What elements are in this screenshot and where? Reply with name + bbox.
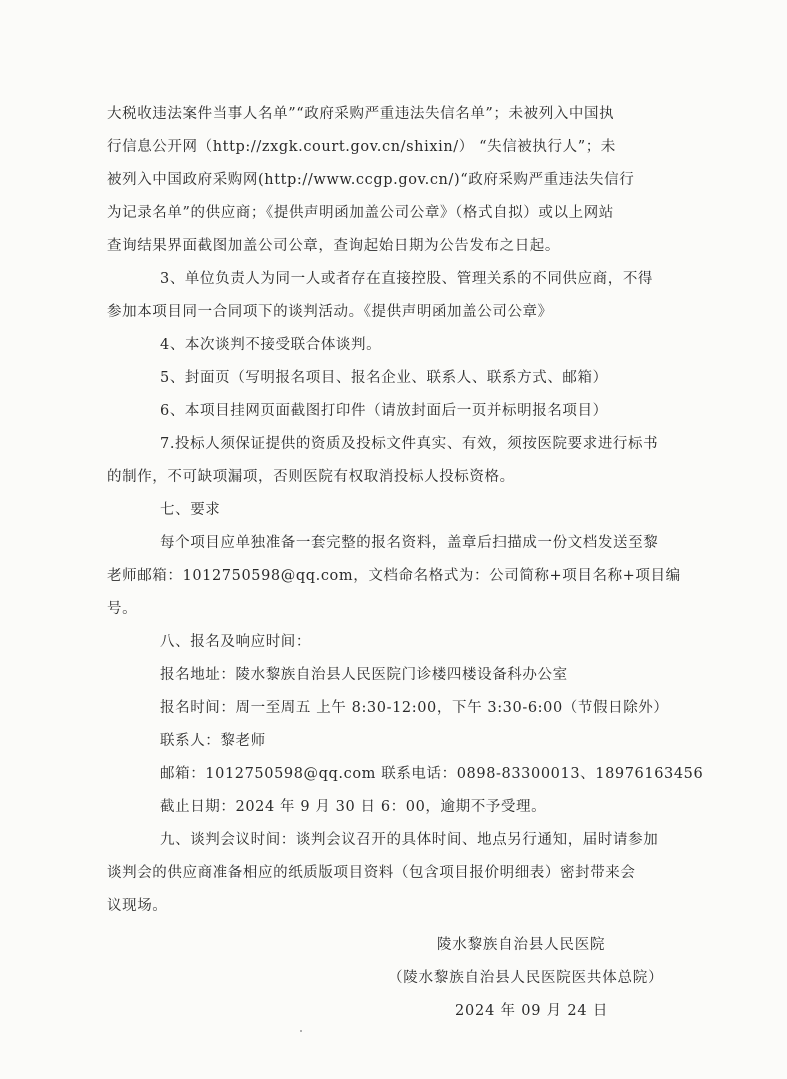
signature-org-sub: （陵水黎族自治县人民医院医共体总院） — [388, 970, 664, 986]
text-line: 被列入中国政府采购网(http://www.ccgp.gov.cn/)“政府采购严重违法失信行 — [107, 172, 635, 188]
text-line: 报名地址：陵水黎族自治县人民医院门诊楼四楼设备科办公室 — [160, 667, 568, 683]
text-line: 行信息公开网（http://zxgk.court.gov.cn/shixin/） “失信被执行人”；未 — [107, 139, 616, 155]
text-line: 老师邮箱：1012750598@qq.com，文档命名格式为：公司简称+项目名称+项目编 — [107, 568, 681, 584]
text-line: 每个项目应单独准备一套完整的报名资料，盖章后扫描成一份文档发送至黎 — [160, 535, 659, 551]
text-line: 查询结果界面截图加盖公司公章，查询起始日期为公告发布之日起。 — [107, 238, 560, 254]
text-line: 号。 — [107, 601, 138, 617]
text-line: 谈判会的供应商准备相应的纸质版项目资料（包含项目报价明细表）密封带来会 — [107, 865, 636, 881]
text-line: 5、封面页（写明报名项目、报名企业、联系人、联系方式、邮箱） — [160, 370, 608, 386]
text-line: 参加本项目同一合同项下的谈判活动。《提供声明函加盖公司公章》 — [107, 304, 553, 320]
text-line: 截止日期：2024 年 9 月 30 日 6：00，逾期不予受理。 — [160, 799, 547, 815]
text-line: 九、谈判会议时间：谈判会议召开的具体时间、地点另行通知，届时请参加 — [160, 832, 659, 848]
text-line: 大税收违法案件当事人名单”“政府采购严重违法失信名单”；未被列入中国执 — [107, 106, 615, 122]
text-line: 邮箱：1012750598@qq.com 联系电话：0898-83300013、18976163456 — [160, 766, 704, 782]
text-line: 7.投标人须保证提供的资质及投标文件真实、有效，须按医院要求进行标书 — [160, 436, 659, 452]
text-line: 报名时间：周一至周五 上午 8:30-12:00，下午 3:30-6:00（节假日除外） — [160, 700, 669, 716]
signature-date: 2024 年 09 月 24 日 — [455, 1003, 609, 1019]
text-line: 为记录名单”的供应商；《提供声明函加盖公司公章》（格式自拟）或以上网站 — [107, 205, 614, 221]
section-heading: 八、报名及响应时间： — [160, 634, 311, 650]
text-line: 3、单位负责人为同一人或者存在直接控股、管理关系的不同供应商，不得 — [160, 271, 654, 287]
signature-org: 陵水黎族自治县人民医院 — [437, 937, 606, 953]
section-heading: 七、要求 — [160, 502, 221, 518]
text-line: 6、本项目挂网页面截图打印件（请放封面后一页并标明报名项目） — [160, 403, 608, 419]
text-line: 4、本次谈判不接受联合体谈判。 — [160, 337, 382, 353]
text-line: 的制作，不可缺项漏项，否则医院有权取消投标人投标资格。 — [107, 469, 515, 485]
scan-speck — [300, 1030, 302, 1032]
text-line: 议现场。 — [107, 898, 168, 914]
text-line: 联系人：黎老师 — [160, 733, 266, 749]
